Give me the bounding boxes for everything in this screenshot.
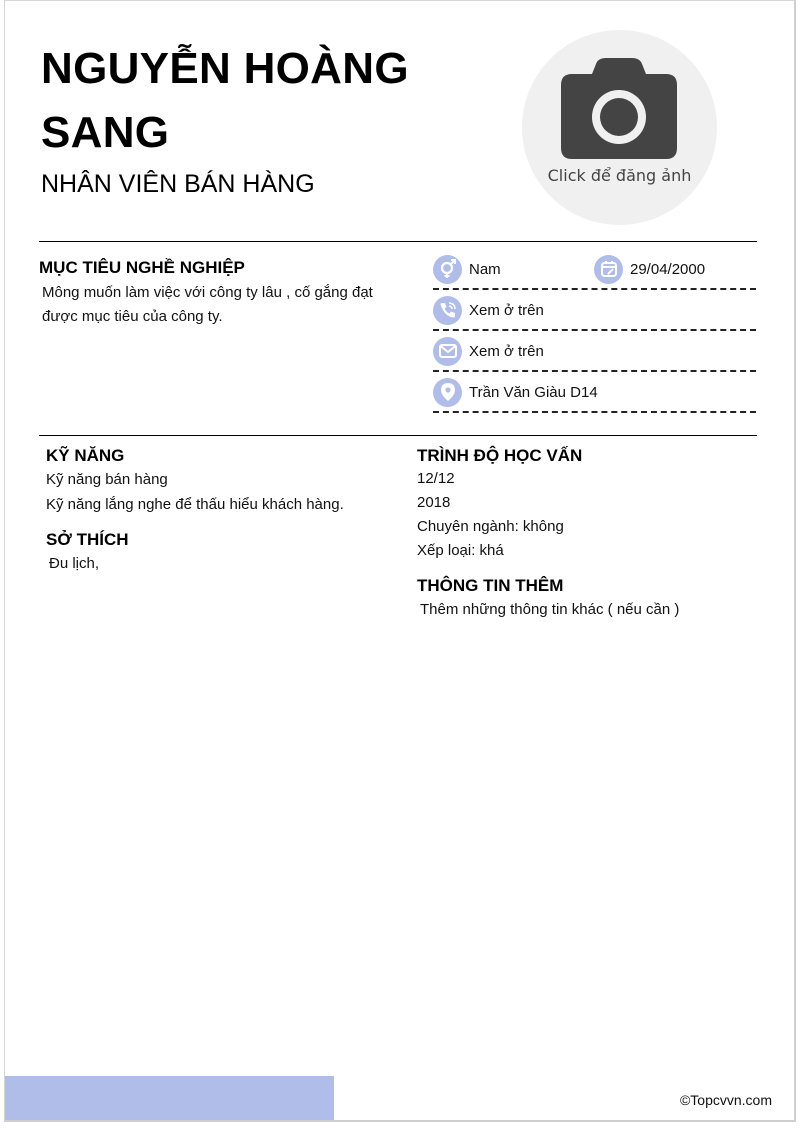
contact-row-personal [433,249,756,290]
additional-info-text[interactable]: Thêm những thông tin khác ( nếu cần ) [420,601,680,618]
contact-row-email [433,331,756,372]
calendar-icon [594,255,623,284]
skills-title: KỸ NĂNG [46,446,125,465]
education-line[interactable]: 2018 [417,494,451,511]
birthday-field[interactable]: 29/04/2000 [594,254,705,284]
phone-field[interactable]: Xem ở trên [433,295,544,325]
cv-page [4,0,796,1122]
candidate-name[interactable]: NGUYỄN HOÀNG SANG [41,44,409,157]
upload-photo-caption: Click để đăng ảnh [547,166,692,185]
objective-title: MỤC TIÊU NGHỀ NGHIỆP [39,258,245,277]
education-title: TRÌNH ĐỘ HỌC VẤN [417,446,583,465]
camera-icon [560,58,678,162]
skills-section [46,445,406,576]
gender-icon [433,255,462,284]
email-field[interactable]: Xem ở trên [433,336,544,366]
copyright: ©Topcvvn.com [679,1092,772,1108]
address-field[interactable]: Trần Văn Giàu D14 [433,377,598,407]
hobbies-text[interactable]: Đu lịch, [49,555,100,572]
divider [39,435,757,436]
education-line[interactable]: 12/12 [417,470,455,487]
mail-icon [433,337,462,366]
hobbies-title: SỞ THÍCH [46,530,129,549]
education-section [417,445,757,622]
contact-info [433,249,756,413]
footer-accent-bar [5,1076,334,1120]
contact-row-address [433,372,756,413]
phone-icon [433,296,462,325]
objective-text[interactable]: Mông muốn làm việc với công ty lâu , cố gắng đạt được mục tiêu của công ty. [42,284,373,325]
upload-photo-button[interactable] [522,30,717,225]
skill-item[interactable]: Kỹ năng bán hàng [46,471,168,488]
gender-field[interactable]: Nam [433,254,501,284]
education-line[interactable]: Xếp loại: khá [417,542,504,559]
additional-info-title: THÔNG TIN THÊM [417,576,564,595]
objective-section [39,257,409,329]
job-title[interactable]: NHÂN VIÊN BÁN HÀNG [41,170,315,198]
education-line[interactable]: Chuyên ngành: không [417,518,564,535]
contact-row-phone [433,290,756,331]
location-icon [433,378,462,407]
divider [39,241,757,242]
skill-item[interactable]: Kỹ năng lắng nghe để thấu hiểu khách hàng. [46,496,344,513]
